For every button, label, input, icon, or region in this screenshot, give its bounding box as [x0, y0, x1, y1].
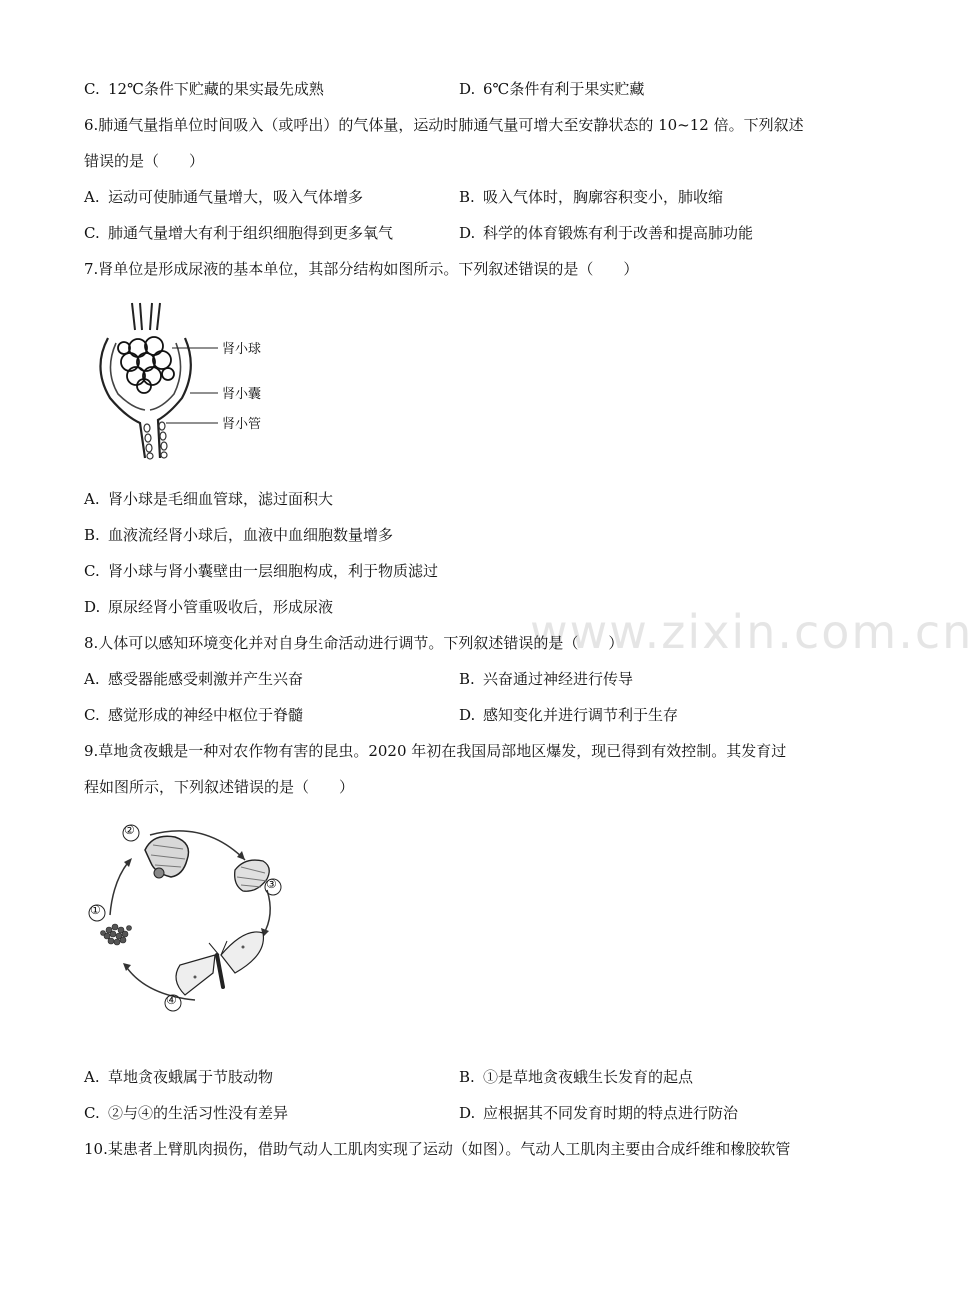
option-letter: D.	[84, 598, 101, 616]
egg-cluster	[101, 924, 132, 945]
option-text: 感觉形成的神经中枢位于脊髓	[108, 706, 304, 724]
label-capsule: 肾小囊	[222, 387, 262, 402]
option-letter: B.	[459, 670, 475, 688]
efferent-vessel-wall	[157, 303, 160, 330]
option-letter: D.	[459, 224, 476, 242]
option-letter: B.	[459, 188, 475, 206]
q9-option-b	[459, 1067, 693, 1087]
q7-option-d	[84, 597, 333, 617]
stage-4-number: ④	[166, 993, 177, 1007]
option-text: 肺通气量增大有利于组织细胞得到更多氧气	[108, 224, 394, 242]
glomerulus-capillaries	[118, 337, 174, 393]
option-letter: D.	[459, 1104, 476, 1122]
option-text: 兴奋通过神经进行传导	[483, 670, 634, 688]
option-text: 感受器能感受刺激并产生兴奋	[108, 670, 304, 688]
option-text: 肾小球是毛细血管球，滤过面积大	[108, 490, 334, 508]
option-text: ①是草地贪夜蛾生长发育的起点	[483, 1068, 694, 1086]
option-letter: A.	[84, 490, 100, 508]
life-cycle-figure	[85, 815, 295, 1015]
option-letter: C.	[84, 224, 100, 242]
efferent-vessel	[150, 303, 152, 330]
option-letter: D.	[459, 706, 476, 724]
option-text: 运动可使肺通气量增大，吸入气体增多	[108, 188, 364, 206]
q8-option-c	[84, 705, 303, 725]
option-letter: B.	[459, 1068, 475, 1086]
option-text: 肾小球与肾小囊壁由一层细胞构成，利于物质滤过	[108, 562, 439, 580]
q6-stem-line2: 错误的是（ ）	[84, 152, 205, 170]
afferent-vessel-wall	[140, 303, 142, 330]
label-tubule: 肾小管	[222, 417, 262, 432]
arrow-head	[123, 963, 131, 971]
q7-stem: 7.肾单位是形成尿液的基本单位，其部分结构如图所示。下列叙述错误的是（ ）	[84, 260, 639, 278]
q9-stem-line2: 程如图所示，下列叙述错误的是（ ）	[84, 778, 355, 796]
option-text: 血液流经肾小球后，血液中血细胞数量增多	[108, 526, 394, 544]
q7-option-c	[84, 561, 438, 581]
option-text: 6℃条件有利于果实贮藏	[483, 80, 645, 98]
life-cycle-diagram	[85, 815, 295, 1015]
q10-stem: 10.某患者上臂肌肉损伤，借助气动人工肌肉实现了运动（如图）。气动人工肌肉主要由合成纤维和橡胶软管	[84, 1140, 791, 1158]
option-text: 应根据其不同发育时期的特点进行防治	[483, 1104, 739, 1122]
q6-option-c	[84, 223, 393, 243]
larva-small	[235, 860, 270, 891]
q7-option-a	[84, 489, 333, 509]
option-letter: A.	[84, 188, 100, 206]
q8-option-b	[459, 669, 633, 689]
option-letter: C.	[84, 562, 100, 580]
option-letter: C.	[84, 706, 100, 724]
option-text: 吸入气体时，胸廓容积变小，肺收缩	[483, 188, 724, 206]
watermark: www.zixin.com.cn	[530, 605, 973, 659]
arrow-larva-to-adult	[263, 890, 270, 935]
option-text: 感知变化并进行调节利于生存	[483, 706, 679, 724]
option-letter: A.	[84, 670, 100, 688]
q5-option-c	[84, 79, 324, 99]
option-text: 科学的体育锻炼有利于改善和提高肺功能	[483, 224, 754, 242]
option-text: 草地贪夜蛾属于节肢动物	[108, 1068, 274, 1086]
capsule-inner-wall-right	[150, 343, 181, 410]
tubule-wall-cells	[144, 422, 167, 459]
q5-option-d	[459, 79, 644, 99]
afferent-vessel	[132, 303, 135, 330]
option-text: 原尿经肾小管重吸收后，形成尿液	[108, 598, 334, 616]
option-letter: A.	[84, 1068, 100, 1086]
nephron-diagram	[90, 298, 290, 463]
q8-option-a	[84, 669, 303, 689]
option-text: ②与④的生活习性没有差异	[108, 1104, 289, 1122]
q6-stem-line1: 6.肺通气量指单位时间吸入（或呼出）的气体量，运动时肺通气量可增大至安静状态的 10~12 倍。下列叙述	[84, 116, 804, 134]
arrow-egg-to-larva	[110, 860, 130, 915]
nephron-figure	[90, 298, 290, 463]
q6-option-b	[459, 187, 723, 207]
q6-option-d	[459, 223, 753, 243]
adult-moth	[176, 932, 263, 995]
option-letter: B.	[84, 526, 100, 544]
label-glomerulus: 肾小球	[222, 342, 262, 357]
option-letter: D.	[459, 80, 476, 98]
arrow-head	[237, 851, 245, 860]
q8-option-d	[459, 705, 678, 725]
option-letter: C.	[84, 80, 100, 98]
larva-large	[145, 836, 189, 878]
q9-option-d	[459, 1103, 738, 1123]
stage-2-number: ②	[124, 823, 135, 837]
q8-stem: 8.人体可以感知环境变化并对自身生命活动进行调节。下列叙述错误的是（ ）	[84, 634, 624, 652]
q6-option-a	[84, 187, 363, 207]
option-letter: C.	[84, 1104, 100, 1122]
stage-3-number: ③	[266, 877, 277, 891]
q7-option-b	[84, 525, 393, 545]
q9-option-c	[84, 1103, 288, 1123]
q9-option-a	[84, 1067, 273, 1087]
stage-1-number: ①	[90, 903, 101, 917]
option-text: 12℃条件下贮藏的果实最先成熟	[108, 80, 324, 98]
q9-stem-line1: 9.草地贪夜蛾是一种对农作物有害的昆虫。2020 年初在我国局部地区爆发，现已得到有效控制。其发育过	[84, 742, 787, 760]
